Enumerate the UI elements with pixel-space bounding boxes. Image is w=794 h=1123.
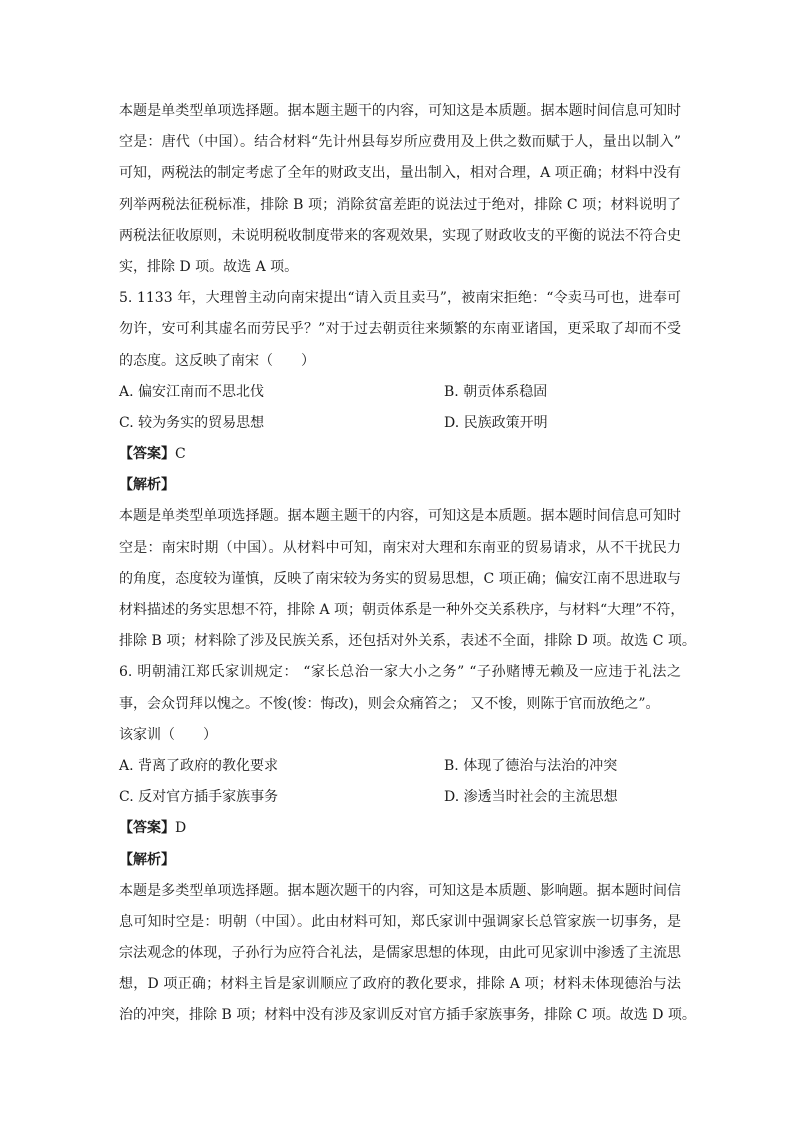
analysis-line: 的角度，态度较为谨慎，反映了南宋较为务实的贸易思想，C 项正确；偏安江南不思进取与 (119, 570, 681, 587)
option-a: A. 偏安江南而不思北伐 (119, 383, 265, 400)
text-line: 两税法征收原则，未说明税收制度带来的客观效果，实现了财政收支的平衡的说法不符合史 (119, 227, 681, 244)
options-row (119, 782, 681, 813)
options-row (119, 751, 681, 782)
analysis-line: 治的冲突，排除 B 项；材料中没有涉及家训反对官方插手家族事务，排除 C 项。故选 D 项。 (119, 1007, 696, 1024)
option-a: A. 背离了政府的教化要求 (119, 757, 279, 774)
analysis-line: 排除 B 项；材料除了涉及民族关系，还包括对外关系，表述不全面，排除 D 项。故选 C 项。 (119, 633, 696, 650)
text-line: 实，排除 D 项。故选 A 项。 (119, 258, 299, 275)
analysis-tag: 【解析】 (119, 851, 175, 868)
text-line: 可知，两税法的制定考虑了全年的财政支出，量出制入，相对合理，A 项正确；材料中没有 (119, 165, 681, 182)
option-c: C. 较为务实的贸易思想 (119, 414, 265, 431)
question-stem-line: 6. 明朝浦江郑氏家训规定： “家长总治一家大小之务” “子孙赌博无赖及一应违于礼法之 (119, 664, 681, 681)
answer-tag: 【答案】 (119, 446, 175, 463)
analysis-line: 宗法观念的体现，子孙行为应符合礼法，是儒家思想的体现，由此可见家训中渗透了主流思 (119, 945, 681, 962)
question-6 (119, 657, 696, 1031)
question-stem-line: 勿许，安可利其虚名而劳民乎？”对于过去朝贡往来频繁的东南亚诸国，更采取了却而不受 (119, 321, 681, 338)
analysis-line: 本题是单类型单项选择题。据本题主题干的内容，可知这是本质题。据本题时间信息可知时 (119, 508, 681, 525)
question-stem-line: 事，会众罚拜以愧之。不悛(悛：悔改)，则会众痛笞之； 又不悛，则陈于官而放绝之”。 (119, 695, 660, 712)
options-row (119, 408, 681, 439)
question-5 (119, 283, 696, 657)
document-page (119, 96, 696, 1032)
analysis-line: 想，D 项正确；材料主旨是家训顺应了政府的教化要求，排除 A 项；材料未体现德治与法 (119, 976, 681, 993)
option-b: B. 朝贡体系稳固 (444, 383, 548, 400)
text-line: 空是：唐代（中国）。结合材料“先计州县每岁所应费用及上供之数而赋于人，量出以制入” (119, 134, 681, 151)
question-stem-line: 该家训（ ） (119, 726, 217, 743)
question-stem-line: 的态度。这反映了南宋（ ） (119, 352, 315, 369)
answer-value: D (175, 820, 187, 837)
analysis-line: 空是：南宋时期（中国）。从材料中可知，南宋对大理和东南亚的贸易请求，从不干扰民力 (119, 539, 681, 556)
analysis-tag: 【解析】 (119, 477, 175, 494)
option-d: D. 渗透当时社会的主流思想 (444, 789, 618, 806)
question-stem-line: 5. 1133 年，大理曾主动向南宋提出“请入贡且卖马”，被南宋拒绝：“令卖马可也，进奉可 (119, 290, 681, 307)
analysis-line: 息可知时空是：明朝（中国）。此由材料可知，郑氏家训中强调家长总管家族一切事务，是 (119, 913, 681, 930)
options-row (119, 377, 681, 408)
option-c: C. 反对官方插手家族事务 (119, 789, 279, 806)
text-line: 本题是单类型单项选择题。据本题主题干的内容，可知这是本质题。据本题时间信息可知时 (119, 103, 681, 119)
text-line: 列举两税法征税标准，排除 B 项；消除贫富差距的说法过于绝对，排除 C 项；材料说明了 (119, 196, 681, 213)
previous-analysis-block (119, 96, 681, 283)
answer-line (119, 439, 681, 470)
analysis-line: 材料描述的务实思想不符，排除 A 项；朝贡体系是一种外交关系秩序，与材料“大理”不符， (119, 602, 685, 618)
answer-line (119, 813, 681, 844)
answer-value: C (175, 446, 186, 463)
answer-tag: 【答案】 (119, 820, 175, 837)
option-b: B. 体现了德治与法治的冲突 (444, 757, 618, 774)
option-d: D. 民族政策开明 (444, 414, 548, 431)
analysis-line: 本题是多类型单项选择题。据本题次题干的内容，可知这是本质题、影响题。据本题时间信 (119, 882, 681, 899)
